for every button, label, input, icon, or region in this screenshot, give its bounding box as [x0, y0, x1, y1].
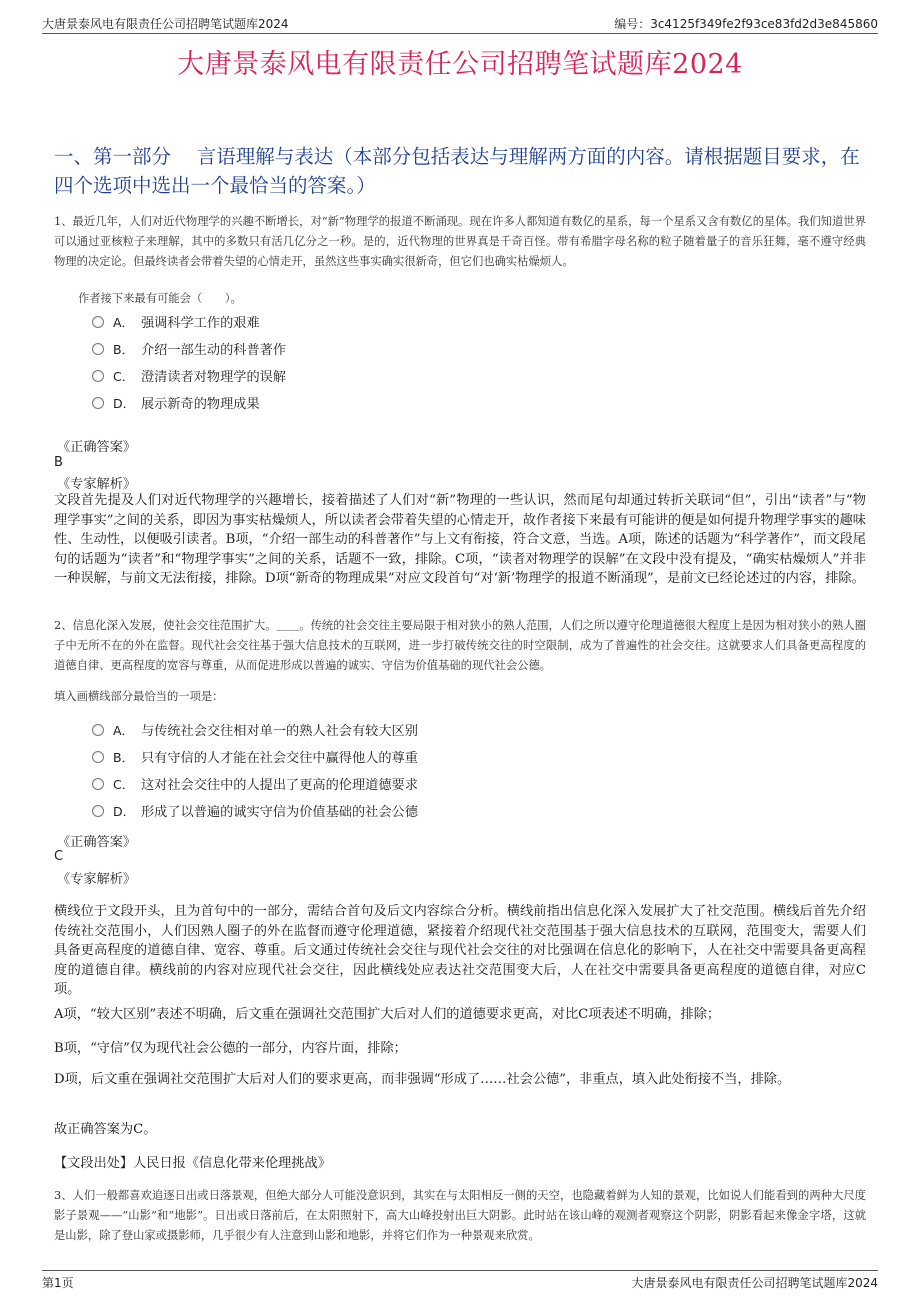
question-2-source: 【文段出处】人民日报《信息化带来伦理挑战》 — [54, 1156, 331, 1171]
question-1-options — [92, 308, 286, 416]
question-2-answer: C — [54, 849, 64, 864]
header-doc-id: 编号：3c4125f349fe2f93ce83fd2d3e845860 — [614, 17, 878, 31]
radio-icon[interactable] — [92, 316, 104, 328]
page-footer — [42, 1270, 878, 1290]
question-1-analysis: 文段首先提及人们对近代物理学的兴趣增长，接着描述了人们对“新”物理的一些认识，然而尾句却通过转折关联词“但”，引出“读者”与“物理学事实”之间的关系，即因为事实枯燥烦人，所以读者会带着失望的心情走开，故作者接下来最有可能讲的便是如何提升物理学事实的趣味性、生动性，以便吸引读者。B项，“介绍一部生动的科普著作”与上文有衔接，符合文意，当选。A项，陈述的话题为“科学著作”，而文段尾句的话题为“读者”和“物理学事实”之间的关系，话题不一致，排除。C项，“读者对物理学的误解”在文段中没有提及，“确实枯燥烦人”并非一种误解，与前文无法衔接，排除。D项“新奇的物理成果”对应文段首句“对‘新’物理学的报道不断涌现”，是前文已经论述过的内容，排除。 — [54, 493, 866, 586]
question-2-option-b[interactable]: B． 只有守信的人才能在社会交往中赢得他人的尊重 — [92, 743, 418, 770]
option-text: 这对社会交往中的人提出了更高的伦理道德要求 — [141, 778, 418, 793]
option-text: 澄清读者对物理学的误解 — [141, 370, 287, 385]
option-text: 介绍一部生动的科普著作 — [141, 343, 287, 358]
radio-icon[interactable] — [92, 805, 104, 817]
question-1-option-c[interactable]: C． 澄清读者对物理学的误解 — [92, 362, 286, 389]
question-2-option-c[interactable]: C． 这对社会交往中的人提出了更高的伦理道德要求 — [92, 770, 418, 797]
footer-doc-name: 大唐景泰风电有限责任公司招聘笔试题库2024 — [631, 1276, 878, 1290]
option-text: 与传统社会交往相对单一的熟人社会有较大区别 — [141, 724, 418, 739]
question-1-answer: B — [54, 455, 63, 470]
option-text: 形成了以普遍的诚实守信为价值基础的社会公德 — [141, 805, 418, 820]
question-2-option-d[interactable]: D． 形成了以普遍的诚实守信为价值基础的社会公德 — [92, 797, 418, 824]
question-1-option-a[interactable]: A． 强调科学工作的艰难 — [92, 308, 286, 335]
document-title: 大唐景泰风电有限责任公司招聘笔试题库2024 — [177, 49, 743, 80]
radio-icon[interactable] — [92, 370, 104, 382]
question-1-option-b[interactable]: B． 介绍一部生动的科普著作 — [92, 335, 286, 362]
question-2-analysis-label: 《专家解析》 — [57, 872, 137, 887]
question-2-stem: 填入画横线部分最恰当的一项是： — [54, 690, 224, 703]
question-1-stem: 作者接下来最有可能会（ ）。 — [78, 292, 242, 305]
question-1-analysis-label: 《专家解析》 — [57, 477, 137, 492]
question-2-analysis-a: A项，“较大区别”表述不明确，后文重在强调社交范围扩大后对人们的道德要求更高，对比C项表述不明确，排除； — [54, 1007, 721, 1022]
option-text: 只有守信的人才能在社会交往中赢得他人的尊重 — [141, 751, 418, 766]
header-doc-name: 大唐景泰风电有限责任公司招聘笔试题库2024 — [42, 17, 289, 31]
option-text: 展示新奇的物理成果 — [141, 397, 260, 412]
question-2-passage: 2、信息化深入发展，使社会交往范围扩大。＿＿。传统的社会交往主要局限于相对狭小的熟人范围，人们之所以遵守伦理道德很大程度上是因为相对狭小的熟人圈子中无所不在的外在监督。现代社会交往基于强大信息技术的互联网，进一步打破传统交往的时空限制，成为了普遍性的社会交往。这就要求人们具备更高程度的道德自律、更高程度的宽容与尊重，从而促进形成以普遍的诚实、守信为价值基础的现代社会公德。 — [54, 619, 866, 672]
question-1-answer-label: 《正确答案》 — [57, 440, 137, 455]
question-3-passage: 3、人们一般都喜欢追逐日出或日落景观，但绝大部分人可能没意识到，其实在与太阳相反一侧的天空，也隐藏着鲜为人知的景观，比如说人们能看到的两种大尺度影子景观——“山影”和“地影”。日出或日落前后，在太阳照射下，高大山峰投射出巨大阴影。此时站在该山峰的观测者观察这个阴影，阴影看起来像金字塔，这就是山影，除了登山家或摄影师，几乎很少有人注意到山影和地影，并将它们作为一种景观来欣赏。 — [54, 1189, 866, 1242]
question-2-analysis-b: B项，“守信”仅为现代社会公德的一部分，内容片面，排除； — [54, 1041, 407, 1056]
question-2-options — [92, 716, 418, 824]
page-number: 第1页 — [42, 1276, 74, 1290]
question-2-analysis-main: 横线位于文段开头，且为首句中的一部分，需结合首句及后文内容综合分析。横线前指出信息化深入发展扩大了社交范围。横线后首先介绍传统社交范围小，人们因熟人圈子的外在监督而遵守伦理道德，紧接着介绍现代社交范围基于强大信息技术的互联网，范围变大，需要人们具备更高程度的道德自律、宽容、尊重。后文通过传统社会交往与现代社会交往的对比强调在信息化的影响下，人在社交中需要具备更高程度的道德自律。横线前的内容对应现代社会交往，因此横线处应表达社交范围变大后，人在社交中需要具备更高程度的道德自律，对应C项。 — [54, 904, 866, 997]
question-2-answer-label: 《正确答案》 — [57, 835, 137, 850]
option-text: 强调科学工作的艰难 — [141, 316, 260, 331]
page-header — [42, 14, 878, 34]
question-1-passage: 1、最近几年，人们对近代物理学的兴趣不断增长，对“新”物理学的报道不断涌现。现在许多人都知道有数亿的星系，每一个星系又含有数亿的星体。我们知道世界可以通过亚核粒子来理解，其中的多数只有活几亿分之一秒。是的，近代物理的世界真是千奇百怪。带有希腊字母名称的粒子随着量子的音乐狂舞，毫不遵守经典物理的决定论。但最终读者会带着失望的心情走开，虽然这些事实确实很新奇，但它们也确实枯燥烦人。 — [54, 215, 866, 268]
radio-icon[interactable] — [92, 397, 104, 409]
question-2-analysis-d: D项，后文重在强调社交范围扩大后对人们的要求更高，而非强调“形成了……社会公德”，非重点，填入此处衔接不当，排除。 — [54, 1072, 791, 1087]
question-2-option-a[interactable]: A． 与传统社会交往相对单一的熟人社会有较大区别 — [92, 716, 418, 743]
radio-icon[interactable] — [92, 778, 104, 790]
section-heading: 一、第一部分 言语理解与表达（本部分包括表达与理解两方面的内容。请根据题目要求，在四个选项中选出一个最恰当的答案。） — [54, 145, 860, 197]
question-2-conclusion: 故正确答案为C。 — [54, 1122, 157, 1137]
radio-icon[interactable] — [92, 343, 104, 355]
radio-icon[interactable] — [92, 724, 104, 736]
radio-icon[interactable] — [92, 751, 104, 763]
question-1-option-d[interactable]: D． 展示新奇的物理成果 — [92, 389, 286, 416]
